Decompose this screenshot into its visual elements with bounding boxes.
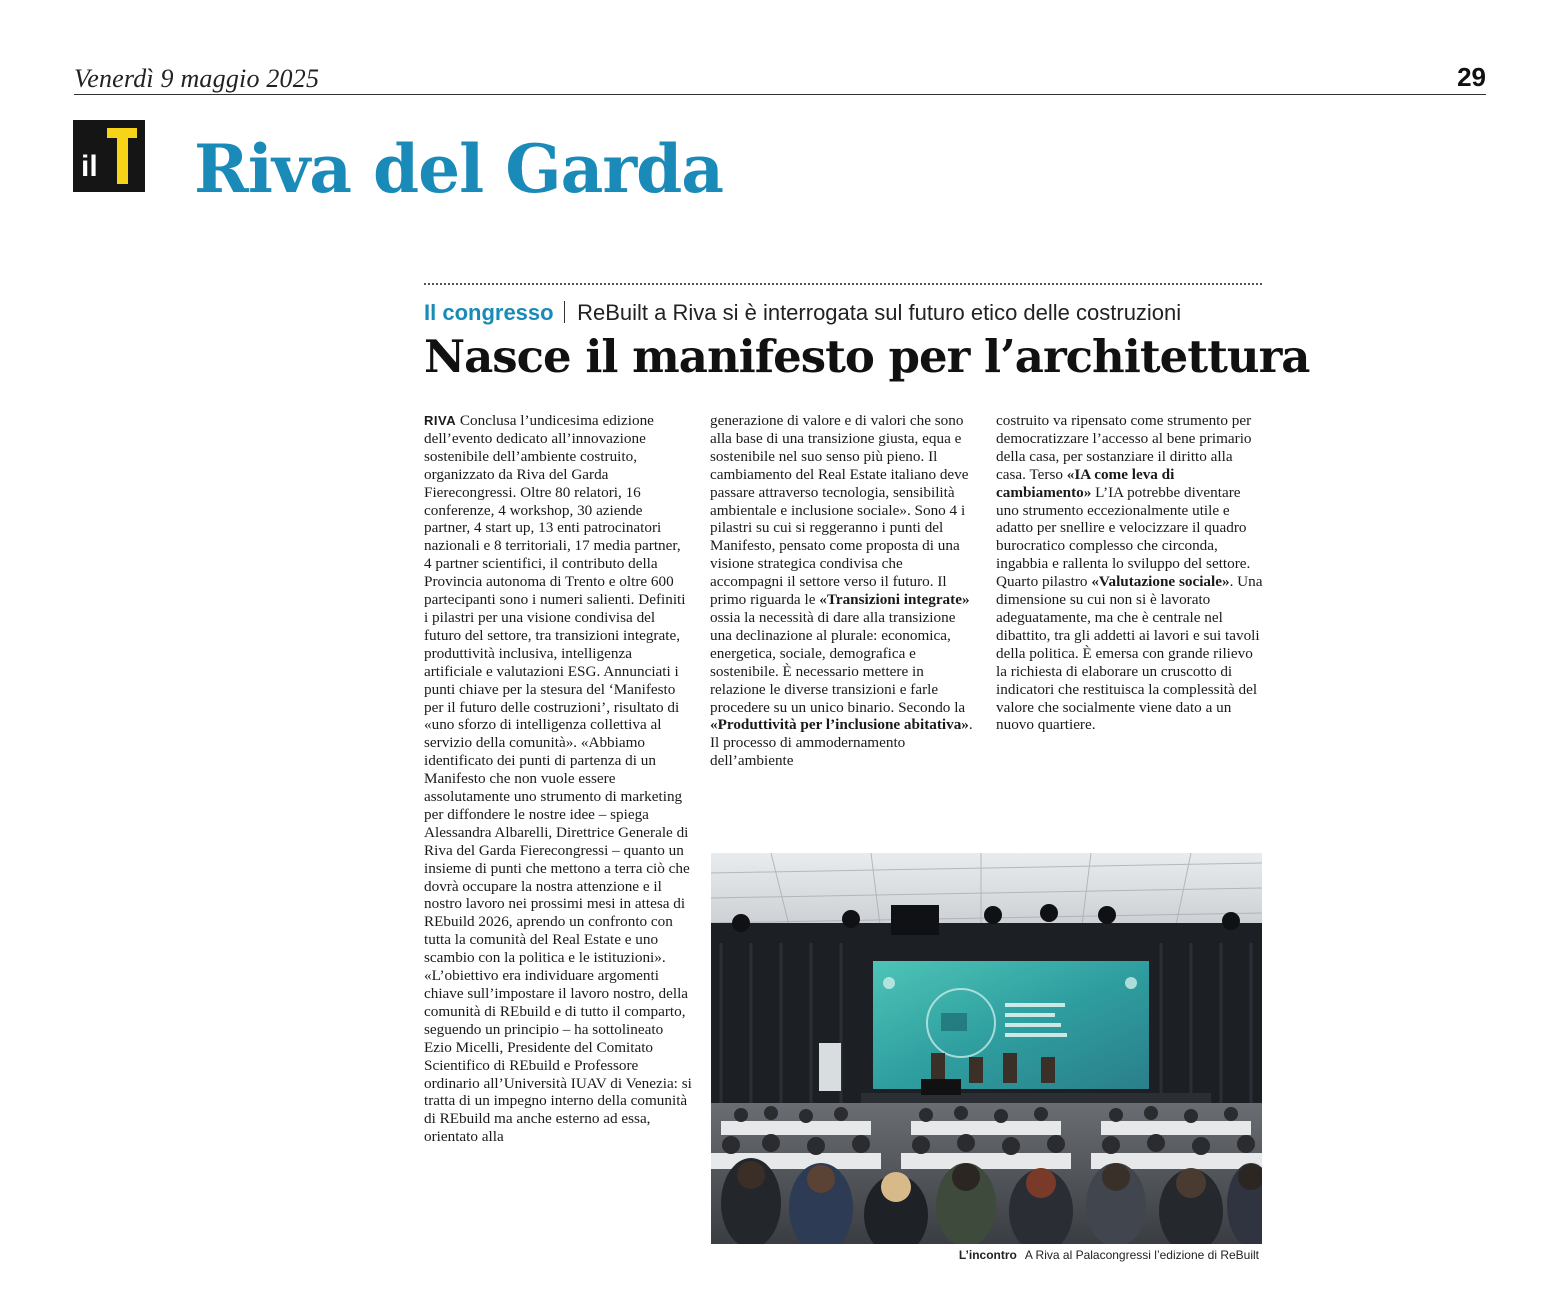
conference-photo [711, 853, 1262, 1244]
pillar-1-title: «Transizioni integrate» [819, 591, 970, 609]
section-title: Riva del Garda [194, 130, 724, 208]
caption-label: L’incontro [958, 1248, 1017, 1262]
column-2-text-a: generazione di valore e di valori che sono alla base di una transizione giusta, equa e sostenibile nel suo senso più pieno. Il cambiamento del Real Estate italiano deve passare attraverso tecnologia, sensibilità ambientale e inclusione sociale». Sono 4 i pilastri su cui si reggeranno i punti del Manifesto, pensato come proposta di una visione strategica condivisa che accompagni il settore verso il futuro. Il primo riguarda le [710, 412, 969, 609]
newspaper-logo [73, 120, 145, 192]
dotted-separator [424, 283, 1262, 285]
kicker-tag: Il congresso [424, 300, 554, 325]
article-column-1 [424, 412, 692, 1146]
headline: Nasce il manifesto per l’architettura [424, 330, 1310, 383]
pillar-2-title: «Produttività per l’inclusione abitativa» [710, 716, 969, 734]
date-line: Venerdì 9 maggio 2025 [74, 64, 320, 93]
column-2-text-d: . Il processo di ammodernamento dell’ambiente [710, 716, 973, 770]
kicker-subtitle: ReBuilt a Riva si è interrogata sul futuro etico delle costruzioni [577, 300, 1182, 325]
column-1-text: Conclusa l’undicesima edizione dell’evento dedicato all’innovazione sostenibile dell’ambiente costruito, organizzato da Riva del Garda Fierecongressi. Oltre 80 relatori, 16 conferenze, 4 workshop, 30 aziende partner, 4 start up, 13 enti patrocinatori nazionali e 8 territoriali, 17 media partner, 4 partner scientifici, il contributo della Provincia autonoma di Trento e oltre 600 partecipanti sono i numeri salienti. Definiti i pilastri per una visione condivisa del futuro del settore, tra transizioni integrate, produttività inclusiva, intelligenza artificiale e valutazioni ESG. Annunciati i punti chiave per la stesura del ‘Manifesto per il futuro delle costruzioni’, risultato di «uno sforzo di intelligenza collettiva al servizio della comunità». «Abbiamo identificato dei punti di partenza di un Manifesto che non vuole essere assolutamente uno strumento di marketing per diffondere le nostre idee – spiega Alessandra Albarelli, Direttrice Generale di Riva del Garda Fierecongressi – quanto un insieme di punti che mettono a terra ciò che dovrà occupare la nostra attenzione e il nostro lavoro nei prossimi mesi in attesa di REbuild 2026, aprendo un confronto con tutta la comunità del Real Estate e uno scambio con la politica e le istituzioni». «L’obiettivo era individuare argomenti chiave sull’impostare il lavoro nostro, della comunità di REbuild e di tutto il comparto, seguendo un principio – ha sottolineato Ezio Micelli, Presidente del Comitato Scientifico di REbuild e Professore ordinario all’Università IUAV di Venezia: si tratta di un impegno interno della comunità di REbuild ma anche esterno ad essa, orientato alla [424, 412, 692, 1146]
column-3-text-a: costruito va ripensato come strumento per democratizzare l’accesso al bene primario della casa, per sostanziare il diritto alla casa. Terso [996, 412, 1252, 483]
kicker-divider [564, 301, 566, 323]
photo-caption [711, 1246, 1259, 1264]
caption-text: A Riva al Palacongressi l’edizione di ReBuilt [1024, 1248, 1259, 1262]
column-3-text-d: . Una dimensione su cui non si è lavorato adeguatamente, ma che è centrale nel dibattito, tra gli addetti ai lavori e sui tavoli della politica. È emersa con grande rilievo la richiesta di elaborare un cruscotto di indicatori che restituisca la complessità del valore che socialmente viene dato a un nuovo quartiere. [996, 573, 1263, 734]
article-column-2 [710, 412, 978, 770]
page-number: 29 [1457, 62, 1486, 92]
pillar-3-title: «IA come leva di cambiamento» [996, 465, 1175, 501]
column-3-text-c: L’IA potrebbe diventare uno strumento eccezionalmente utile e adatto per snellire e velocizzare il quadro burocratico complesso che circonda, ingabbia e rallenta lo sviluppo del settore. Quarto pilastro [996, 483, 1251, 591]
top-rule [74, 94, 1486, 95]
dateline-city: RIVA [424, 413, 457, 428]
logo-t-stem [117, 128, 128, 184]
pillar-4-title: «Valutazione sociale» [1091, 573, 1230, 591]
column-2-text-c: ossia la necessità di dare alla transizione una declinazione al plurale: economica, energetica, sociale, demografica e sostenibile. È necessario mettere in relazione le diverse transizioni e farle procedere su un unico binario. Secondo la [710, 608, 966, 716]
kicker [424, 298, 1181, 328]
logo-il-mark: il [81, 150, 98, 183]
article-column-3 [996, 412, 1264, 734]
